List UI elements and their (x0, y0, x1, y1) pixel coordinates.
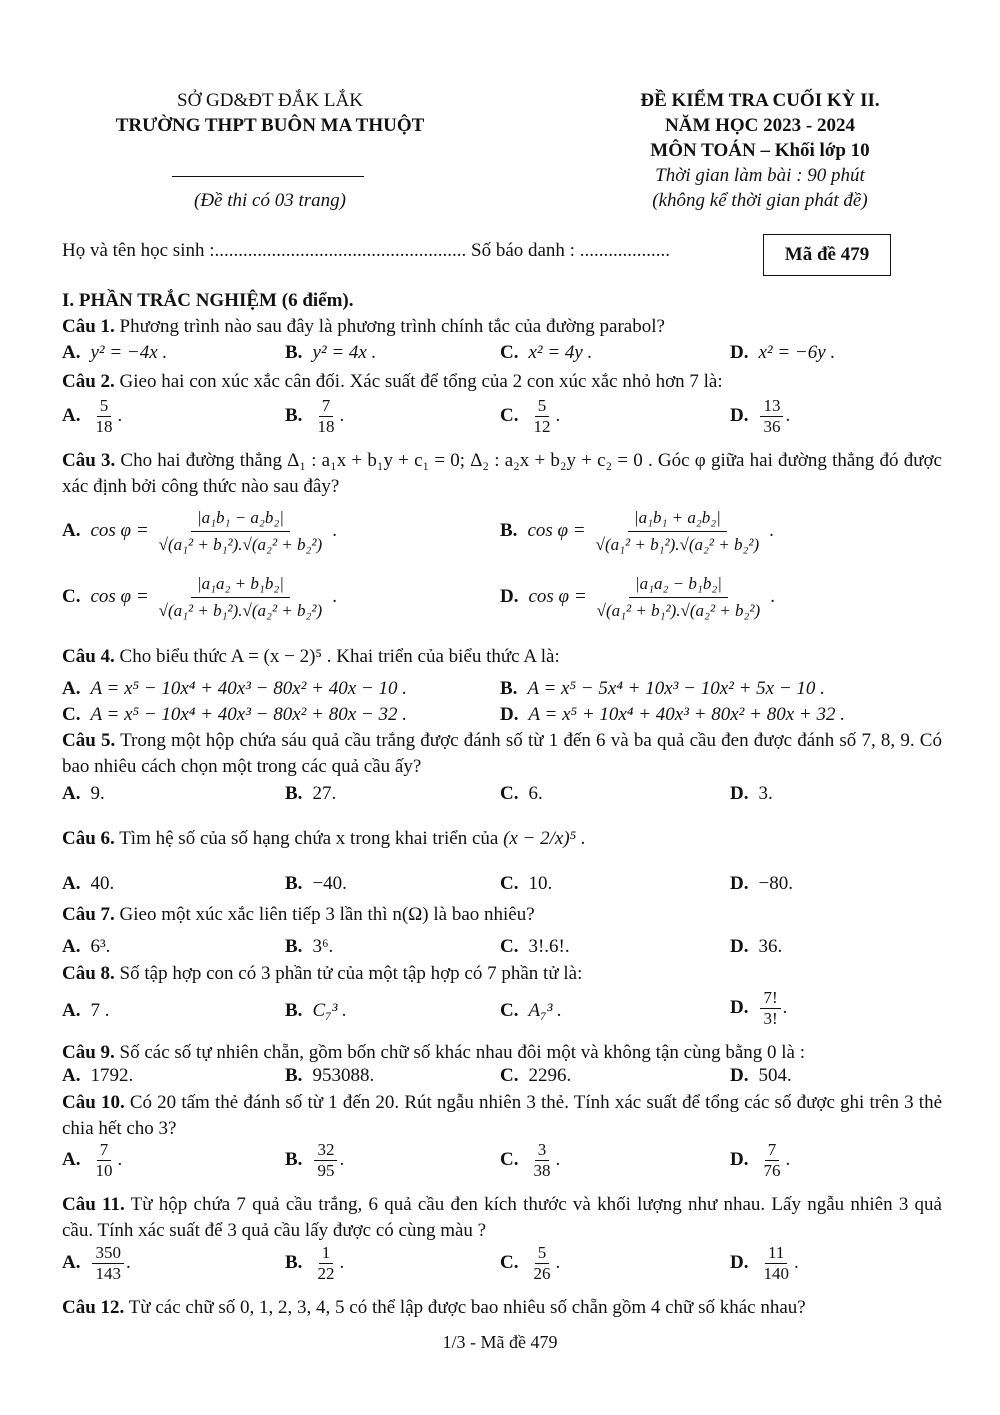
exam-code: Mã đề 479 (784, 244, 870, 265)
question-label: Câu 10. (62, 1092, 125, 1113)
question-label: Câu 9. (62, 1042, 115, 1063)
question-text: Số các số tự nhiên chẵn, gồm bốn chữ số khác nhau đôi một và không tận cùng bằng 0 là : (114, 1042, 806, 1063)
option-label: B. (285, 1065, 303, 1086)
question-text: Gieo hai con xúc xắc cân đối. Xác suất để tổng của 2 con xúc xắc nhỏ hơn 7 là: (114, 371, 723, 392)
numerator: 5 (535, 1243, 550, 1264)
option-value: y² = −4x . (90, 342, 168, 363)
fraction (760, 1140, 783, 1181)
option-label: A. (62, 1000, 81, 1021)
option-label: B. (285, 342, 303, 363)
option-label: A. (62, 342, 81, 363)
option-value: 36. (758, 936, 783, 957)
fraction (92, 396, 115, 437)
option-label: B. (285, 783, 303, 804)
question-10 (62, 1090, 942, 1142)
q10-option-d[interactable]: D. $\frac{7}{76}$ . (730, 1140, 791, 1180)
option-value: A₇³ . (528, 1000, 562, 1021)
denominator: 26 (533, 1264, 551, 1283)
q1-option-c[interactable] (500, 342, 592, 364)
option-value: A = x⁵ − 10x⁴ + 40x³ − 80x² + 40x − 10 . (90, 678, 407, 699)
option-label: A. (62, 404, 81, 426)
q10-option-c[interactable]: C. $\frac{3}{38}$ . (500, 1140, 561, 1180)
student-info-line: Họ và tên học sinh :..................................................... Số báo danh : ................... (62, 240, 670, 261)
q4-option-a[interactable] (62, 678, 407, 700)
q1-option-a[interactable] (62, 342, 167, 364)
fraction (590, 505, 766, 558)
expression: (x − 2/x)⁵ . (503, 828, 586, 849)
cos-prefix: cos φ = (90, 585, 149, 607)
option-label: D. (730, 1148, 749, 1170)
question-label: Câu 3. (62, 450, 116, 471)
q9-option-d[interactable] (730, 1065, 792, 1087)
question-text: Cho hai đường thẳng Δ₁ : a₁x + b₁y + c₁ = 0; Δ₂ : a₂x + b₂y + c₂ = 0 . Góc φ giữa hai đường thẳng đó được xác định bởi công thức nào sau đây? (62, 450, 942, 497)
option-label: C. (500, 936, 519, 957)
q3-option-d[interactable]: D. cos φ = $\frac{\text{|a₁a₂ − b₁b₂|}}{\text{√(a₁² + b₁²).√(a₂² + b₂²)}}$ . (500, 571, 775, 624)
q8-option-b[interactable] (285, 1000, 347, 1022)
option-label: B. (285, 1251, 303, 1273)
time-note: (không kể thời gian phát đề) (652, 190, 868, 211)
question-11 (62, 1192, 942, 1244)
q11-option-d[interactable]: D. $\frac{11}{140}$ . (730, 1243, 799, 1283)
option-label: A. (62, 783, 81, 804)
q10-option-a[interactable]: A. $\frac{7}{10}$ . (62, 1140, 123, 1180)
question-label: Câu 5. (62, 730, 116, 751)
numerator: |a₁b₁ − a₂b₂| (191, 505, 290, 532)
fraction (760, 1243, 792, 1284)
question-9 (62, 1040, 942, 1066)
option-value: 1792. (90, 1065, 134, 1086)
option-label: D. (500, 704, 519, 725)
q7-option-c[interactable] (500, 936, 570, 958)
question-2 (62, 369, 942, 395)
option-value: 27. (312, 783, 337, 804)
option-value: x² = 4y . (528, 342, 593, 363)
q4-option-d[interactable] (500, 704, 845, 726)
q7-option-a[interactable] (62, 936, 110, 958)
denominator: 3! (763, 1009, 778, 1028)
option-label: A. (62, 873, 81, 894)
denominator: 18 (95, 417, 113, 436)
header-divider (172, 176, 364, 177)
option-value: −40. (312, 873, 347, 894)
option-value: 953088. (312, 1065, 375, 1086)
numerator: 7! (760, 988, 780, 1009)
option-value: 3. (758, 783, 773, 804)
denominator: 38 (533, 1161, 551, 1180)
fraction (314, 396, 337, 437)
denominator: √(a₁² + b₁²).√(a₂² + b₂²) (158, 601, 323, 620)
question-text: Cho biểu thức A = (x − 2)⁵ . Khai triển của biểu thức A là: (114, 646, 560, 667)
q11-option-c[interactable]: C. $\frac{5}{26}$ . (500, 1243, 561, 1283)
numerator: 11 (765, 1243, 787, 1264)
numerator: 1 (319, 1243, 334, 1264)
question-text: Tìm hệ số của số hạng chứa x trong khai triển của (114, 828, 499, 849)
denominator: √(a₁² + b₁²).√(a₂² + b₂²) (596, 601, 761, 620)
option-label: D. (730, 936, 749, 957)
numerator: 13 (760, 396, 783, 417)
option-label: D. (730, 342, 749, 363)
option-value: A = x⁵ − 10x⁴ + 40x³ − 80x² + 80x − 32 . (90, 704, 407, 725)
denominator: 22 (317, 1264, 335, 1283)
denominator: √(a₁² + b₁²).√(a₂² + b₂²) (158, 535, 323, 554)
q5-option-c[interactable] (500, 783, 543, 805)
school-name: TRƯỜNG THPT BUÔN MA THUỘT (115, 115, 425, 136)
question-text: Có 20 tấm thẻ đánh số từ 1 đến 20. Rút ngẫu nhiên 3 thẻ. Tính xác suất để tổng các số được ghi trên 3 thẻ chia hết cho 3? (62, 1092, 943, 1139)
option-label: A. (62, 1251, 81, 1273)
page-footer: 1/3 - Mã đề 479 (442, 1332, 558, 1352)
question-6 (62, 828, 586, 850)
option-value: 504. (758, 1065, 792, 1086)
section-title: I. PHẦN TRẮC NGHIỆM (6 điểm). (62, 290, 354, 311)
question-8 (62, 961, 942, 987)
question-text: Số tập hợp con có 3 phần tử của một tập hợp có 7 phần tử là: (114, 963, 583, 984)
option-label: C. (62, 585, 81, 607)
numerator: 7 (97, 1140, 112, 1161)
q11-option-b[interactable]: B. $\frac{1}{22}$ . (285, 1243, 345, 1283)
option-label: C. (500, 1148, 519, 1170)
option-label: A. (62, 519, 81, 541)
exam-title: ĐỀ KIỂM TRA CUỐI KỲ II. (640, 90, 880, 111)
q6-option-b[interactable] (285, 873, 347, 895)
q10-option-b[interactable]: B. $\frac{32}{95}$ . (285, 1140, 345, 1180)
question-12 (62, 1295, 942, 1321)
denominator: 10 (95, 1161, 113, 1180)
option-label: A. (62, 1065, 81, 1086)
option-label: D. (730, 404, 749, 426)
question-label: Câu 8. (62, 963, 115, 984)
option-value: A = x⁵ − 5x⁴ + 10x³ − 10x² + 5x − 10 . (527, 678, 825, 699)
denominator: 18 (317, 417, 335, 436)
option-label: B. (500, 678, 518, 699)
question-label: Câu 4. (62, 646, 115, 667)
option-label: B. (285, 873, 303, 894)
question-label: Câu 7. (62, 904, 115, 925)
question-label: Câu 1. (62, 316, 115, 337)
option-value: 6. (528, 783, 543, 804)
option-label: C. (500, 1000, 519, 1021)
q8-option-d[interactable]: D. $\frac{7!}{3!}$ . (730, 988, 788, 1028)
q6-option-a[interactable] (62, 873, 114, 895)
option-value: 7 . (90, 1000, 110, 1021)
numerator: 5 (97, 396, 112, 417)
denominator: √(a₁² + b₁²).√(a₂² + b₂²) (595, 535, 760, 554)
q3-option-a[interactable]: A. cos φ = $\frac{\text{|a₁b₁ − a₂b₂|}}{\text{√(a₁² + b₁²).√(a₂² + b₂²)}}$ . (62, 505, 337, 558)
department-name: SỞ GD&ĐT ĐẮK LẮK (177, 90, 363, 111)
option-value: −80. (758, 873, 793, 894)
option-value: 40. (90, 873, 115, 894)
question-label: Câu 12. (62, 1297, 125, 1318)
question-3 (62, 448, 942, 500)
question-text: Từ hộp chứa 7 quả cầu trắng, 6 quả cầu đen kích thước và khối lượng như nhau. Lấy ngẫu nhiên 3 quả cầu. Tính xác suất để 3 quả cầu lấy được có cùng màu ? (62, 1194, 942, 1241)
numerator: |a₁b₁ + a₂b₂| (628, 505, 727, 532)
question-5 (62, 728, 942, 780)
q2-option-d[interactable]: D. $\frac{13}{36}$ . (730, 396, 791, 436)
option-value: 3⁶. (312, 936, 334, 957)
fraction (153, 505, 329, 558)
q4-option-c[interactable] (62, 704, 407, 726)
option-label: C. (62, 704, 81, 725)
cos-prefix: cos φ = (527, 519, 586, 541)
option-value: 10. (528, 873, 553, 894)
question-4 (62, 644, 942, 670)
exam-code-box (763, 234, 891, 276)
question-label: Câu 11. (62, 1194, 125, 1215)
page-count-note: (Đề thi có 03 trang) (194, 190, 346, 211)
fraction (314, 1140, 337, 1181)
q9-option-a[interactable] (62, 1065, 133, 1087)
fraction (760, 396, 783, 437)
subject-grade: MÔN TOÁN – Khối lớp 10 (650, 140, 870, 161)
numerator: 350 (92, 1243, 124, 1264)
q5-option-b[interactable] (285, 783, 336, 805)
option-value: 3!.6!. (528, 936, 570, 957)
q2-option-a[interactable]: A. $\frac{5}{18}$ . (62, 396, 123, 436)
option-label: A. (62, 936, 81, 957)
question-text: Từ các chữ số 0, 1, 2, 3, 4, 5 có thể lập được bao nhiêu số chẵn gồm 4 chữ số khác nhau? (124, 1297, 806, 1318)
numerator: 5 (535, 396, 550, 417)
question-text: Trong một hộp chứa sáu quả cầu trắng được đánh số từ 1 đến 6 và ba quả cầu đen được đánh số 7, 8, 9. Có bao nhiêu cách chọn một trong các quả cầu ấy? (62, 730, 942, 777)
option-label: B. (285, 936, 303, 957)
fraction (760, 988, 780, 1029)
q7-option-b[interactable] (285, 936, 333, 958)
fraction (92, 1140, 115, 1181)
q2-option-c[interactable]: C. $\frac{5}{12}$ . (500, 396, 561, 436)
fraction (314, 1243, 337, 1284)
option-value: A = x⁵ + 10x⁴ + 40x³ + 80x² + 80x + 32 . (528, 704, 845, 725)
cos-prefix: cos φ = (90, 519, 149, 541)
fraction (92, 1243, 124, 1284)
option-value: 9. (90, 783, 105, 804)
option-value: x² = −6y . (758, 342, 836, 363)
cos-prefix: cos φ = (528, 585, 587, 607)
question-7 (62, 902, 942, 928)
option-label: C. (500, 1065, 519, 1086)
denominator: 76 (763, 1161, 781, 1180)
fraction (591, 571, 767, 624)
q9-option-b[interactable] (285, 1065, 374, 1087)
fraction (153, 571, 329, 624)
option-label: B. (285, 1000, 303, 1021)
q6-option-d[interactable] (730, 873, 793, 895)
numerator: 3 (535, 1140, 550, 1161)
option-label: B. (500, 519, 518, 541)
option-label: C. (500, 783, 519, 804)
option-label: C. (500, 404, 519, 426)
q1-option-d[interactable] (730, 342, 835, 364)
time-limit: Thời gian làm bài : 90 phút (655, 165, 865, 186)
denominator: 12 (533, 417, 551, 436)
numerator: 32 (314, 1140, 337, 1161)
option-value: y² = 4x . (312, 342, 377, 363)
q3-option-c[interactable]: C. cos φ = $\frac{\text{|a₁a₂ + b₁b₂|}}{\text{√(a₁² + b₁²).√(a₂² + b₂²)}}$ . (62, 571, 337, 624)
option-label: B. (285, 1148, 303, 1170)
numerator: 7 (765, 1140, 780, 1161)
q2-option-b[interactable]: B. $\frac{7}{18}$ . (285, 396, 345, 436)
q6-option-c[interactable] (500, 873, 552, 895)
q5-option-d[interactable] (730, 783, 773, 805)
q9-option-c[interactable] (500, 1065, 571, 1087)
question-label: Câu 6. (62, 828, 115, 849)
denominator: 140 (763, 1264, 789, 1283)
numerator: |a₁a₂ − b₁b₂| (629, 571, 728, 598)
q11-option-a[interactable]: A. $\frac{350}{143}$ . (62, 1243, 131, 1283)
q4-option-b[interactable] (500, 678, 825, 700)
option-label: C. (500, 873, 519, 894)
fraction (530, 1243, 553, 1284)
option-label: C. (500, 342, 519, 363)
option-label: B. (285, 404, 303, 426)
option-value: 6³. (90, 936, 111, 957)
numerator: |a₁a₂ + b₁b₂| (191, 571, 290, 598)
option-label: D. (730, 1065, 749, 1086)
question-text: Phương trình nào sau đây là phương trình chính tắc của đường parabol? (114, 316, 665, 337)
question-label: Câu 2. (62, 371, 115, 392)
fraction (530, 1140, 553, 1181)
option-label: D. (500, 585, 519, 607)
q3-option-b[interactable]: B. cos φ = $\frac{\text{|a₁b₁ + a₂b₂|}}{\text{√(a₁² + b₁²).√(a₂² + b₂²)}}$ . (500, 505, 774, 558)
q7-option-d[interactable] (730, 936, 782, 958)
option-label: D. (730, 783, 749, 804)
option-label: C. (500, 1251, 519, 1273)
numerator: 7 (319, 396, 334, 417)
fraction (530, 396, 553, 437)
option-label: D. (730, 1251, 749, 1273)
option-value: 2296. (528, 1065, 572, 1086)
denominator: 143 (95, 1264, 121, 1283)
option-label: D. (730, 873, 749, 894)
denominator: 95 (317, 1161, 335, 1180)
option-label: A. (62, 1148, 81, 1170)
option-label: A. (62, 678, 81, 699)
q5-option-a[interactable] (62, 783, 105, 805)
denominator: 36 (763, 417, 781, 436)
q8-option-c[interactable] (500, 1000, 562, 1022)
q1-option-b[interactable] (285, 342, 376, 364)
option-label: D. (730, 996, 749, 1018)
option-value: C₇³ . (312, 1000, 347, 1021)
question-1 (62, 314, 942, 340)
school-year: NĂM HỌC 2023 - 2024 (665, 115, 855, 136)
question-text: Gieo một xúc xắc liên tiếp 3 lần thì n(Ω) là bao nhiêu? (114, 904, 535, 925)
q8-option-a[interactable] (62, 1000, 109, 1022)
